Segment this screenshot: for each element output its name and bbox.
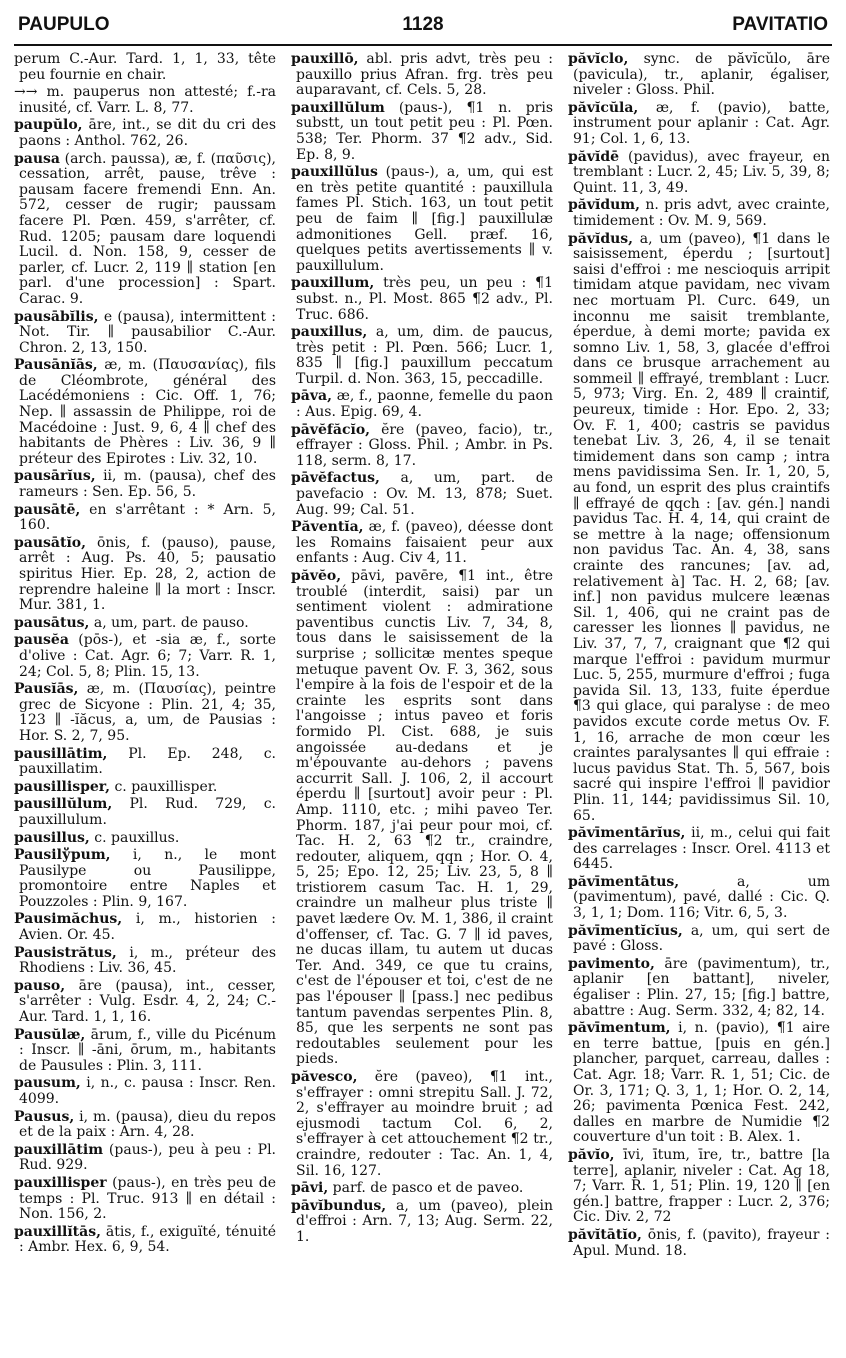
headword: păvĭo, [568,1146,615,1163]
left-running-head: PAUPULO [18,14,110,35]
headword: păvīmentum, [568,1020,671,1037]
column-left [14,52,276,1261]
headword: pausĕa [14,632,69,649]
definition-text: āre, int., se dit du cri des paons : Anthol. 762, 26. [19,117,277,149]
definition-text: i, n., c. pausa : Inscr. Ren. 4099. [19,1075,276,1107]
definition-text: a, um, part. de pauso. [93,614,249,631]
headword: păvesco, [291,1069,358,1085]
dictionary-entry [291,276,553,323]
dictionary-entry [14,118,276,149]
headword: păvĭcŭla, [568,99,639,116]
headword: pāvĕfactus, [291,470,380,487]
dictionary-entry [568,1148,830,1226]
dictionary-entry [568,957,830,1019]
dictionary-entry [14,912,276,943]
definition-text: ātis, f., exiguïté, ténuité : Ambr. Hex. 6, 9, 54. [19,1223,277,1256]
headword: pausātus, [14,614,90,631]
dictionary-entry [14,310,276,357]
dictionary-entry [568,875,830,922]
headword: păvīmentārĭus, [568,825,686,842]
headword: pauxillō, [291,51,359,67]
dictionary-entry [291,165,553,274]
dictionary-entry [291,1181,553,1197]
dictionary-entry [568,1228,830,1259]
headword: Pausĭās, [14,681,79,698]
dictionary-entry [568,150,830,197]
definition-text: pāvi, pavēre, ¶1 int., être troublé (interdit, saisi) par un sentiment violent : admiratione paventibus cunctis Liv. 7, 34, 8, tous dans le saisissement de la surprise ; sollicitæ mentes speque metuque pavent Ov. F. 3, 362, sous l'empire à la fois de l'espoir et de la crainte les esprits sont dans l'angoisse ; intus paveo et foris formido Pl. Cist. 688, je suis angoissée au-dedans et je m'épouvante au-dehors ; pavens accurrit Sall. J. 106, 2, il accourt éperdu ∥ [surtout] avoir peur : Pl. Amp. 1110, etc. ; mihi paveo Ter. Phorm. 187, j'ai peur pour moi, cf. Tac. H. 2, 63 ¶2 tr., craindre, redouter, aliquem, qqn ; Hor. O. 4, 5, 25; Epo. 12, 25; Liv. 23, 5, 8 ∥ tristiorem casum Tac. H. 1, 29, craindre un malheur plus triste ∥ pavet lædere Ov. M. 1, 386, il craint d'offenser, cf. Tac. G. 7 ∥ id paves, ne ducas illam, tu autem ut ducas Ter. And. 349, ce que tu crains, c'est de l'épouser et toi, c'est de ne pas l'épouser ∥ [pass.] nec pedibus tantum pavendas serpentes Plin. 8, 85, que les serpents ne sont pas redoutables seulement pour les pieds. [296,568,553,1068]
definition-text: ĕre (paveo, facio), tr., effrayer : Gloss. Phil. ; Ambr. in Ps. 118, serm. 8, 17. [296,421,554,469]
dictionary-entry [14,747,276,778]
dictionary-entry [14,831,276,847]
definition-text: ii, m., celui qui fait des carrelages : Inscr. Orel. 4113 et 6445. [573,825,831,873]
dictionary-entry [568,924,830,955]
columns [14,46,832,1261]
headword: pausillisper, [14,778,111,795]
headword: păvĕo, [291,568,342,584]
headword: pāva, [291,388,332,405]
definition-text: æ, m. (Παυσανίας), fils de Cléombrote, général des Lacédémoniens : Cic. Off. 1, 76; Nep. ∥ assassin de Philippe, roi de Macédoine : Just. 9, 6, 4 ∥ chef des habitants de Phères : Liv. 36, 9 ∥ préteur des Epirotes : Liv. 32, 10. [19,357,276,467]
headword: pāvi, [291,1180,329,1197]
column-right [568,52,830,1261]
dictionary-entry [568,198,830,229]
definition-text: (paus-), ¶1 n. pris substt, un tout petit peu : Pl. Pœn. 538; Ter. Phorm. 37 ¶2 adv., Sid. Ep. 8, 9. [296,99,554,163]
definition-text: →→ m. pauperus non attesté; f.-ra inusité, cf. Varr. L. 8, 77. [14,84,276,116]
definition-text: (paus-), peu à peu : Pl. Rud. 929. [19,1141,276,1174]
definition-text: i, m., préteur des Rhodiens : Liv. 36, 45. [19,944,276,977]
headword: pauxillus, [291,324,368,341]
definition-text: æ, m. (Παυσίας), peintre grec de Sicyone : Plin. 21, 4; 35, 123 ∥ -ĭăcus, a, um, de Pausias : Hor. S. 2, 7, 95. [19,681,276,744]
definition-text: æ, f., paonne, femelle du paon : Aus. Epig. 69, 4. [296,388,554,421]
definition-text: a, um (paveo), ¶1 dans le saisissement, éperdu ; [surtout] saisi d'effroi : me nescioquis arripit timidam atque pavidam, nec vivam nec mortuam Pl. Curc. 649, un inconnu me saisit tremblante, éperdue, à demi morte; pavida ex somno Liv. 1, 58, 3, glacée d'effroi dans ce brusque arrachement au sommeil ∥ effrayé, tremblant : Lucr. 5, 973; Virg. En. 2, 489 ∥ craintif, peureux, timide : Hor. Epo. 2, 33; Ov. F. 1, 400; castris se pavidus tenebat Liv. 3, 26, 4, il se tenait timidement dans son camp ; intra mens pavidissima Sen. Ir. 1, 20, 5, au fond, un esprit des plus craintifs ∥ effrayé de qqch : [av. gén.] nandi pavidus Tac. H. 4, 14, qui craint de se mettre à la nage; offensionum non pavidus Tac. An. 4, 38, sans crainte des rancunes; [av. ad, relativement à] Tac. H. 2, 68; [av. inf.] non pavidus mulcere leænas Sil. 1, 406, qui ne craint pas de caresser les lionnes ∥ pavidus, ne Liv. 37, 7, 7, craignant que ¶2 qui marque l'effroi : pavidum murmur Luc. 5, 255, murmure d'effroi ; fuga pavida Sil. 13, 133, fuite éperdue ¶3 qui glace, qui paralyse : de meo pavidos excute corde metus Ov. F. 1, 16, arrache de mon cœur les craintes paralysantes ∥ qui effraie : lucus pavidus Stat. Th. 5, 567, bois sacré qui inspire l'effroi ∥ pavidior Plin. 11, 144; pavidissimus Sil. 10, 65. [573,230,831,824]
dictionary-entry [291,471,553,518]
dictionary-entry [14,52,276,83]
dictionary-entry [568,101,830,148]
headword: pausa [14,150,60,167]
dictionary-entry [14,1176,276,1223]
headword: Pausilўpum, [14,847,111,864]
definition-text: c. pauxillus. [94,829,180,846]
dictionary-entry [14,848,276,910]
definition-text: e (pausa), intermittent : Not. Tir. ∥ pausabilior C.-Aur. Chron. 2, 13, 150. [19,308,276,356]
headword: pavimento, [568,955,655,972]
definition-text: āre (pavimentum), tr., aplanir [en battant], niveler, égaliser : Plin. 27, 15; [fig.] battre, abattre : Aug. Serm. 332, 4; 82, 14. [573,955,830,1019]
definition-text: très peu, un peu : ¶1 subst. n., Pl. Most. 865 ¶2 adv., Pl. Truc. 686. [296,275,553,323]
headword: pauxillisper [14,1174,107,1191]
dictionary-entry [14,469,276,500]
dictionary-entry [14,780,276,796]
column-middle [291,52,553,1261]
definition-text: a, um, qui sert de pavé : Gloss. [573,922,830,955]
right-running-head: PAVITATIO [732,14,828,35]
headword: pausum, [14,1075,81,1092]
dictionary-entry [14,1143,276,1174]
definition-text: æ, f. (paveo), déesse dont les Romains faisaient peur aux enfants : Aug. Civ 4, 11. [296,519,554,567]
dictionary-entry [14,85,276,116]
definition-text: (arch. paussa), æ, f. (παῦσις), cessation, arrêt, pause, trêve : pausam facere fremendi Enn. An. 572, cesser de rugir; paussam facere Pl. Pœn. 459, s'arrêter, cf. Rud. 1205; pausam dare loquendi Lucil. d. Non. 158, 9, cesser de parler, cf. Lucr. 2, 119 ∥ station [en parl. d'une procession] : Spart. Carac. 9. [19,150,277,307]
dictionary-entry [14,979,276,1026]
definition-text: Pl. Ep. 248, c. pauxillatim. [19,745,277,778]
headword: Pausus, [14,1108,75,1125]
page-number: 1128 [402,14,444,35]
headword: Pausimăchus, [14,911,123,928]
dictionary-entry [291,569,553,1068]
dictionary-entry [14,1076,276,1107]
definition-text: en s'arrêtant : * Arn. 5, 160. [19,501,276,534]
dictionary-entry [568,232,830,825]
headword: pausillŭlum, [14,796,113,813]
headword: Pausistrătus, [14,944,117,961]
headword: pauxillĭtās, [14,1223,101,1240]
headword: paupŭlo, [14,117,83,134]
definition-text: ii, m. (pausa), chef des rameurs : Sen. Ep. 56, 5. [19,468,276,501]
dictionary-entry [291,423,553,470]
dictionary-entry [14,1028,276,1075]
page-header [14,0,832,46]
headword: pāvĭbundus, [291,1197,387,1214]
dictionary-entry [291,1199,553,1246]
definition-text: a, um (pavimentum), pavé, dallé : Cic. Q. 3, 1, 1; Dom. 116; Vitr. 6, 5, 3. [573,873,830,922]
headword: păvĭdē [568,148,620,165]
headword: păvĭdum, [568,197,640,214]
definition-text: parf. de pasco et de paveo. [332,1180,524,1197]
dictionary-entry [291,52,553,99]
dictionary-entry [291,389,553,420]
dictionary-entry [14,616,276,632]
headword: pauso, [14,977,66,994]
definition-text: (pōs-), et -sia æ, f., sorte d'olive : Cat. Agr. 6; 7; Varr. R. 1, 24; Col. 5, 8; Plin. 15, 13. [19,632,276,680]
dictionary-entry [568,52,830,99]
dictionary-entry [14,946,276,977]
dictionary-entry [14,503,276,534]
headword: păvĭclo, [568,51,629,67]
headword: păvĭtātĭo, [568,1226,642,1243]
definition-text: i, m. (pausa), dieu du repos et de la paix : Arn. 4, 28. [19,1108,276,1141]
definition-text: a, um, dim. de paucus, très petit : Pl. Pœn. 566; Lucr. 1, 835 ∥ [fig.] pauxillum peccatum Turpil. d. Non. 363, 15, peccadille. [296,324,553,387]
headword: pausātĭo, [14,534,86,551]
dictionary-entry [291,1070,553,1179]
headword: Păventĭa, [291,519,364,536]
dictionary-entry [14,358,276,467]
definition-text: (pavidus), avec frayeur, en tremblant : Lucr. 2, 45; Liv. 5, 39, 8; Quint. 11, 3, 49. [573,148,830,196]
definition-text: a, um (paveo), plein d'effroi : Arn. 7, 13; Aug. Serm. 22, 1. [296,1197,554,1245]
headword: pāvĕfăcĭo, [291,421,371,438]
definition-text: ōnis, f. (pavito), frayeur : Apul. Mund. 18. [573,1226,830,1259]
headword: pausillātim, [14,745,108,762]
definition-text: n. pris advt, avec crainte, timidement : Ov. M. 9, 569. [573,197,831,229]
definition-text: abl. pris advt, très peu : pauxillo prius Afran. frg. très peu auparavant, cf. Cels. 5, 28. [296,51,553,99]
dictionary-entry [14,633,276,680]
dictionary-entry [14,1225,276,1256]
headword: păvĭdus, [568,230,634,247]
dictionary-entry [568,826,830,873]
definition-text: ārum, f., ville du Picénum : Inscr. ∥ -āni, ōrum, m., habitants de Pausules : Plin. 3, 111. [19,1026,276,1074]
headword: pausārĭus, [14,468,96,485]
headword: pauxillŭlum [291,99,385,116]
headword: păvīmentĭcĭus, [568,922,683,939]
dictionary-entry [14,1110,276,1141]
definition-text: āre (pausa), int., cesser, s'arrêter : Vulg. Esdr. 4, 2, 24; C.-Aur. Tard. 1, 1, 16. [19,977,277,1026]
dictionary-entry [291,101,553,163]
headword: pausillus, [14,829,90,846]
headword: păvīmentātus, [568,873,680,890]
definition-text: perum C.-Aur. Tard. 1, 1, 33, tête peu fournie en chair. [14,51,276,83]
definition-text: i, m., historien : Avien. Or. 45. [19,911,276,944]
dictionary-entry [568,1021,830,1146]
definition-text: i, n., le mont Pausilype ou Pausilippe, promontoire entre Naples et Pouzzoles : Plin. 9, 167. [19,847,276,910]
definition-text: Pl. Rud. 729, c. pauxillulum. [19,796,276,828]
headword: Pausānĭās, [14,357,98,374]
definition-text: (paus-), a, um, qui est en très petite quantité : pauxillula fames Pl. Stich. 163, un tout petit peu de faim ∥ [fig.] pauxillulæ admonitiones Gell. præf. 16, quelques petits avertissements ∥ v. pauxillulum. [296,164,553,274]
headword: pausātē, [14,501,81,518]
headword: Pausŭlæ, [14,1026,86,1043]
dictionary-entry [291,520,553,567]
definition-text: (paus-), en très peu de temps : Pl. Truc. 913 ∥ en détail : Non. 156, 2. [19,1174,277,1223]
dictionary-entry [14,682,276,744]
definition-text: a, um, part. de pavefacio : Ov. M. 13, 878; Suet. Aug. 99; Cal. 51. [296,470,554,518]
dictionary-entry [291,325,553,387]
dictionary-entry [14,536,276,614]
definition-text: sync. de păvĭcŭlo, āre (pavicula), tr., aplanir, égaliser, niveler : Gloss. Phil. [573,51,830,99]
definition-text: ĕre (paveo), ¶1 int., s'effrayer : omni strepitu Sall. J. 72, 2, s'effrayer au moindre bruit ; ad ejusmodi tactum Col. 6, 2, s'effrayer à cet attouchement ¶2 tr., craindre, redouter : Tac. An. 1, 4, Sil. 16, 127. [296,1069,553,1179]
headword: pauxillātim [14,1141,104,1158]
definition-text: i, n. (pavio), ¶1 aire en terre battue, [puis en gén.] plancher, parquet, carreau, dalles : Cat. Agr. 18; Varr. R. 1, 51; Cic. de Or. 3, 171; Q. 3, 1, 1; Hor. O. 2, 14, 26; pavimenta Pœnica Fest. 242, dalles en marbre de Numidie ¶2 couverture d'un toit : B. Alex. 1. [573,1020,831,1146]
headword: pauxillŭlus [291,164,378,181]
definition-text: ōnis, f. (pauso), pause, arrêt : Aug. Ps. 40, 5; pausatio spiritus Hier. Ep. 28, 2, action de reprendre haleine ∥ la mort : Inscr. Mur. 381, 1. [19,534,276,614]
definition-text: c. pauxillisper. [114,778,218,795]
headword: pausābĭlis, [14,308,99,325]
definition-text: æ, f. (pavio), batte, instrument pour aplanir : Cat. Agr. 91; Col. 1, 6, 13. [573,99,830,147]
headword: pauxillum, [291,275,375,292]
dictionary-entry [14,152,276,308]
dictionary-entry [14,797,276,828]
definition-text: īvi, ītum, īre, tr., battre [la terre], aplanir, niveler : Cat. Ag 18, 7; Varr. R. 1, 51; Plin. 19, 120 ∥ [en gén.] battre, frapper : Lucr. 2, 376; Cic. Div. 2, 72 [573,1146,830,1226]
